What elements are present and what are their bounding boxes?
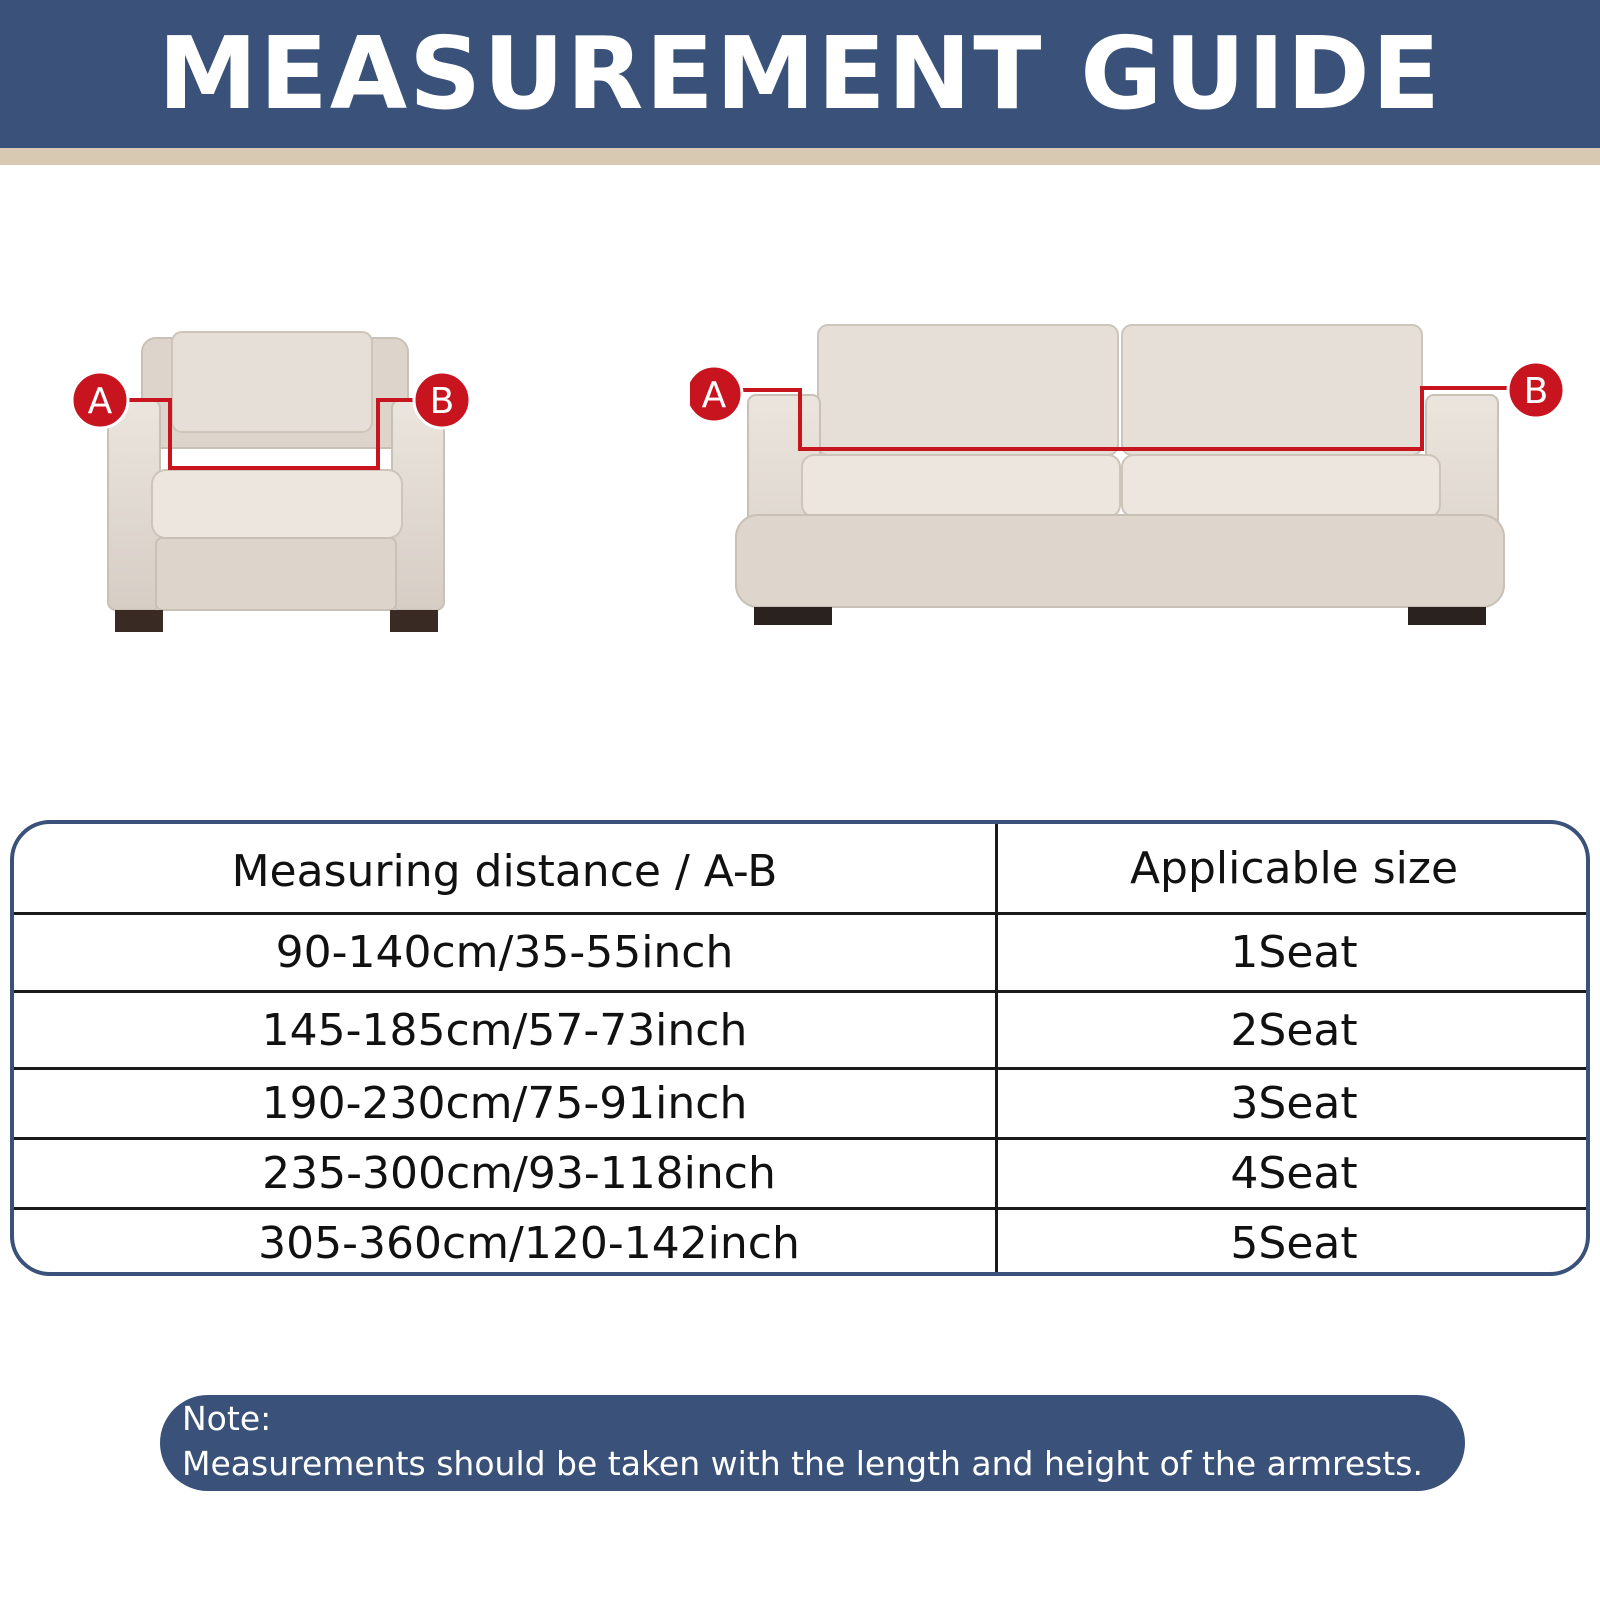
page-title: MEASUREMENT GUIDE xyxy=(157,15,1443,132)
header-stripe xyxy=(0,148,1600,165)
marker-a-label: A xyxy=(87,381,113,422)
column-header-distance: Measuring distance / A-B xyxy=(231,845,778,897)
armchair-illustration xyxy=(60,320,490,640)
table-cell-distance: 145-185cm/57-73inch xyxy=(261,1004,748,1056)
marker-b-label: B xyxy=(1523,371,1549,412)
table-cell-size: 5Seat xyxy=(1230,1217,1358,1269)
size-table xyxy=(10,820,1590,1276)
table-cell-distance: 305-360cm/120-142inch xyxy=(258,1217,800,1269)
column-header-size: Applicable size xyxy=(1129,842,1459,894)
table-cell-size: 3Seat xyxy=(1230,1078,1358,1129)
marker-a-label: A xyxy=(701,375,727,416)
note-text: Measurements should be taken with the length and height of the armrests. xyxy=(182,1444,1423,1483)
note-banner xyxy=(160,1395,1465,1491)
marker-b-label: B xyxy=(429,381,455,422)
table-cell-size: 4Seat xyxy=(1230,1148,1358,1199)
note-label: Note: xyxy=(182,1399,272,1438)
table-cell-size: 1Seat xyxy=(1230,927,1358,978)
table-cell-distance: 90-140cm/35-55inch xyxy=(275,927,734,978)
sofa-illustration xyxy=(690,310,1570,650)
table-cell-size: 2Seat xyxy=(1230,1004,1358,1056)
table-cell-distance: 235-300cm/93-118inch xyxy=(262,1148,776,1199)
table-cell-distance: 190-230cm/75-91inch xyxy=(261,1078,748,1129)
